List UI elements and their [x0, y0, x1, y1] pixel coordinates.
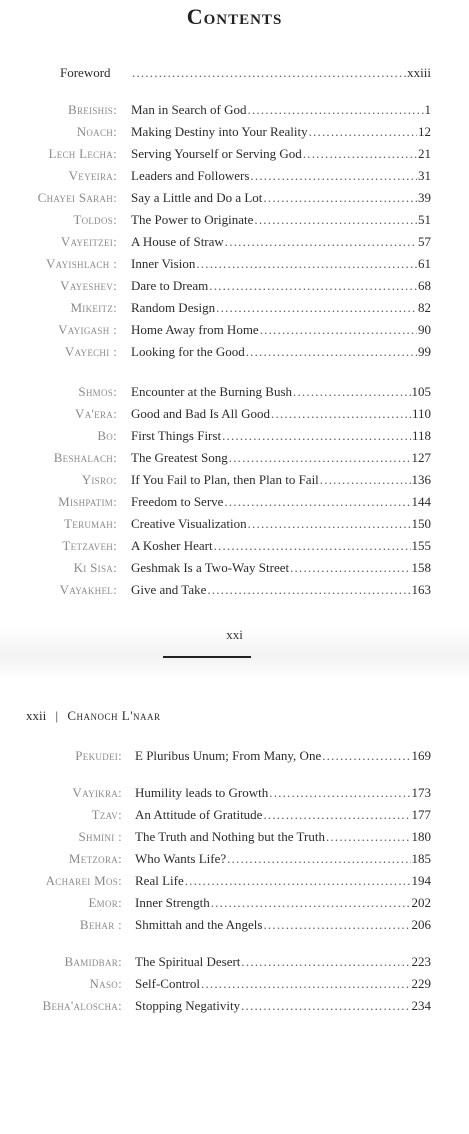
toc-entry[interactable] [0, 784, 469, 802]
toc-page-number: 158 [411, 560, 431, 575]
toc-section-name: Toldos: [73, 212, 117, 227]
toc-chapter-title: Geshmak Is a Two-Way Street [131, 560, 290, 575]
toc-entry[interactable] [0, 872, 469, 890]
toc-entry[interactable] [0, 189, 469, 207]
toc-section-name: Vayechi : [64, 344, 117, 359]
dot-leader [207, 581, 410, 599]
dot-leader [322, 747, 410, 765]
toc-page-number: 51 [418, 212, 431, 227]
toc-page-number: 223 [411, 954, 431, 969]
toc-entry[interactable] [0, 537, 469, 555]
dot-leader [248, 515, 411, 533]
toc-entry[interactable] [0, 581, 469, 599]
toc-entry[interactable] [0, 211, 469, 229]
toc-page-number: 169 [411, 748, 431, 763]
toc-chapter-title: The Spiritual Desert [135, 954, 241, 969]
toc-chapter-title: Who Wants Life? [135, 851, 227, 866]
foreword-leader [131, 64, 431, 82]
dot-leader [254, 211, 417, 229]
toc-page-number: 173 [411, 785, 431, 800]
toc-page-number: 105 [411, 384, 431, 399]
toc-chapter-title: Real Life [135, 873, 184, 888]
toc-entry[interactable] [0, 975, 469, 993]
toc-section-name: Noach: [76, 124, 117, 139]
page-title: Contents [186, 4, 283, 29]
toc-chapter-title: Making Destiny into Your Reality [131, 124, 308, 139]
toc-page-number: 110 [411, 406, 431, 421]
toc-page-number: 39 [418, 190, 431, 205]
toc-section-name: Lech Lecha: [48, 146, 117, 161]
toc-section-name: Mikeitz: [70, 300, 117, 315]
toc-section-name: Shmini : [78, 829, 122, 844]
toc-section-name: Vayigash : [58, 322, 117, 337]
dot-leader [211, 894, 411, 912]
toc-section-name: Beha'aloscha: [42, 998, 122, 1013]
dot-leader [271, 405, 411, 423]
dot-leader [263, 806, 410, 824]
toc-entry-line [135, 975, 431, 993]
toc-entry[interactable] [0, 997, 469, 1015]
toc-entry[interactable] [0, 953, 469, 971]
toc-entry-line [131, 383, 431, 401]
toc-section-name: Yisro: [81, 472, 117, 487]
toc-entry[interactable] [0, 321, 469, 339]
dot-leader [227, 850, 410, 868]
toc-entry-line [135, 806, 431, 824]
toc-chapter-title: E Pluribus Unum; From Many, One [135, 748, 322, 763]
toc-entry[interactable] [0, 828, 469, 846]
foreword-page: xxiii [407, 65, 431, 80]
toc-section-name: Ki Sisa: [73, 560, 117, 575]
toc-chapter-title: A Kosher Heart [131, 538, 213, 553]
toc-page-number: 155 [411, 538, 431, 553]
dot-leader [225, 233, 417, 251]
toc-page-number: 21 [418, 146, 431, 161]
toc-entry[interactable] [0, 167, 469, 185]
dot-leader [241, 997, 410, 1015]
toc-page-number: 229 [411, 976, 431, 991]
toc-entry[interactable] [0, 449, 469, 467]
dot-leader [132, 64, 406, 82]
foreword-entry[interactable] [0, 64, 469, 82]
toc-page-number: 1 [424, 102, 431, 117]
toc-entry-line [131, 493, 431, 511]
dot-leader [260, 321, 417, 339]
toc-page-number: 206 [411, 917, 431, 932]
toc-entry-line [131, 427, 431, 445]
toc-section-name: Mishpatim: [58, 494, 117, 509]
toc-section-name: Tetzaveh: [62, 538, 117, 553]
dot-leader [263, 916, 410, 934]
toc-chapter-title: Man in Search of God [131, 102, 247, 117]
toc-page-number: 82 [418, 300, 431, 315]
toc-entry-line [131, 343, 431, 361]
toc-section-name: Vayeitzei: [60, 234, 117, 249]
dot-leader [326, 828, 411, 846]
dot-leader [229, 449, 411, 467]
toc-entry-line [131, 167, 431, 185]
toc-chapter-title: Give and Take [131, 582, 207, 597]
dot-leader [263, 189, 417, 207]
toc-entry[interactable] [0, 123, 469, 141]
toc-chapter-title: Inner Strength [135, 895, 210, 910]
page-rule [163, 656, 251, 658]
toc-section-name: Vayakhel: [59, 582, 117, 597]
dot-leader [209, 277, 417, 295]
header-book-title: Chanoch L'naar [67, 708, 161, 723]
toc-entry-line [131, 405, 431, 423]
toc-entry-line [131, 255, 431, 273]
toc-page-number: 61 [418, 256, 431, 271]
toc-page-number: 163 [411, 582, 431, 597]
toc-page-number: 177 [411, 807, 431, 822]
toc-chapter-title: Inner Vision [131, 256, 196, 271]
toc-entry[interactable] [0, 101, 469, 119]
toc-page-number: 12 [418, 124, 431, 139]
dot-leader [248, 101, 424, 119]
toc-chapter-title: Self-Control [135, 976, 200, 991]
toc-page-number: 185 [411, 851, 431, 866]
toc-entry[interactable] [0, 559, 469, 577]
dot-leader [224, 493, 410, 511]
toc-section-name: Terumah: [64, 516, 117, 531]
toc-entry[interactable] [0, 343, 469, 361]
toc-section-name: Tzav: [91, 807, 122, 822]
toc-entry-line [131, 189, 431, 207]
toc-entry-line [135, 916, 431, 934]
toc-entry[interactable] [0, 145, 469, 163]
toc-section-name: Chayei Sarah: [37, 190, 117, 205]
dot-leader [269, 784, 410, 802]
toc-chapter-title: Home Away from Home [131, 322, 259, 337]
toc-entry-line [131, 537, 431, 555]
toc-section-name: Vayeshev: [60, 278, 117, 293]
toc-entry[interactable] [0, 493, 469, 511]
toc-entry-line [135, 894, 431, 912]
toc-chapter-title: First Things First [131, 428, 222, 443]
toc-chapter-title: Random Design [131, 300, 216, 315]
toc-section-name: Pekudei: [75, 748, 122, 763]
toc-chapter-title: Say a Little and Do a Lot [131, 190, 263, 205]
toc-chapter-title: Leaders and Followers [131, 168, 250, 183]
toc-chapter-title: Encounter at the Burning Bush [131, 384, 293, 399]
toc-page-number: 57 [418, 234, 431, 249]
dot-leader [303, 145, 417, 163]
toc-entry-line [131, 559, 431, 577]
toc-entry-line [131, 321, 431, 339]
toc-entry-line [135, 784, 431, 802]
toc-chapter-title: An Attitude of Gratitude [135, 807, 263, 822]
toc-chapter-title: Humility leads to Growth [135, 785, 269, 800]
toc-chapter-title: Looking for the Good [131, 344, 245, 359]
toc-chapter-title: The Truth and Nothing but the Truth [135, 829, 325, 844]
toc-page-number: 90 [418, 322, 431, 337]
toc-section-name: Behar : [79, 917, 122, 932]
toc-section-name: Vayishlach : [45, 256, 117, 271]
dot-leader [222, 427, 411, 445]
toc-entry-line [135, 828, 431, 846]
toc-chapter-title: Freedom to Serve [131, 494, 224, 509]
toc-chapter-title: A House of Straw [131, 234, 224, 249]
toc-section-name: Naso: [89, 976, 122, 991]
toc-chapter-title: Serving Yourself or Serving God [131, 146, 302, 161]
toc-page-number: 136 [411, 472, 431, 487]
toc-page-number: 118 [411, 428, 431, 443]
toc-chapter-title: The Power to Originate [131, 212, 254, 227]
toc-entry[interactable] [0, 515, 469, 533]
toc-entry[interactable] [0, 255, 469, 273]
toc-entry-line [131, 123, 431, 141]
toc-entry[interactable] [0, 299, 469, 317]
toc-page-number: 234 [411, 998, 431, 1013]
dot-leader [309, 123, 417, 141]
toc-entry-line [131, 471, 431, 489]
toc-page-number: 99 [418, 344, 431, 359]
toc-entry-line [131, 211, 431, 229]
toc-entry[interactable] [0, 277, 469, 295]
toc-entry-line [131, 233, 431, 251]
toc-entry-line [131, 145, 431, 163]
toc-section-name: Metzora: [68, 851, 122, 866]
dot-leader [216, 299, 417, 317]
toc-entry-line [135, 747, 431, 765]
toc-page-number: 202 [411, 895, 431, 910]
toc-entry-line [131, 277, 431, 295]
toc-entry[interactable] [0, 427, 469, 445]
toc-entry[interactable] [0, 894, 469, 912]
toc-page-number: 127 [411, 450, 431, 465]
dot-leader [196, 255, 417, 273]
running-header [26, 708, 161, 724]
toc-entry-line [135, 850, 431, 868]
toc-entry[interactable] [0, 405, 469, 423]
toc-chapter-title: Stopping Negativity [135, 998, 241, 1013]
dot-leader [214, 537, 411, 555]
toc-page-number: 180 [411, 829, 431, 844]
toc-entry-line [131, 101, 431, 119]
toc-chapter-title: Shmittah and the Angels [135, 917, 263, 932]
page-number: xxi [226, 627, 243, 642]
dot-leader [185, 872, 411, 890]
toc-chapter-title: If You Fail to Plan, then Plan to Fail [131, 472, 319, 487]
toc-section-name: Shmos: [78, 384, 117, 399]
foreword-label: Foreword [60, 65, 111, 80]
toc-page-number: 31 [418, 168, 431, 183]
dot-leader [290, 559, 410, 577]
toc-section-name: Acharei Mos: [45, 873, 122, 888]
toc-entry[interactable] [0, 383, 469, 401]
header-separator: | [55, 708, 59, 723]
toc-entry[interactable] [0, 747, 469, 765]
toc-chapter-title: Dare to Dream [131, 278, 209, 293]
toc-chapter-title: The Greatest Song [131, 450, 228, 465]
toc-entry-line [135, 872, 431, 890]
toc-entry-line [131, 581, 431, 599]
toc-chapter-title: Good and Bad Is All Good [131, 406, 271, 421]
toc-section-name: Va'era: [75, 406, 117, 421]
toc-entry[interactable] [0, 806, 469, 824]
toc-entry[interactable] [0, 471, 469, 489]
dot-leader [250, 167, 417, 185]
toc-entry-line [135, 953, 431, 971]
header-page-number: xxii [26, 708, 47, 723]
toc-entry-line [131, 515, 431, 533]
toc-entry[interactable] [0, 850, 469, 868]
toc-section-name: Bamidbar: [64, 954, 122, 969]
toc-page-number: 150 [411, 516, 431, 531]
toc-section-name: Beshalach: [53, 450, 117, 465]
toc-entry-line [131, 299, 431, 317]
toc-section-name: Bo: [97, 428, 117, 443]
toc-entry-line [131, 449, 431, 467]
toc-entry[interactable] [0, 916, 469, 934]
toc-chapter-title: Creative Visualization [131, 516, 247, 531]
dot-leader [241, 953, 410, 971]
toc-section-name: Vayikra: [72, 785, 122, 800]
toc-section-name: Breishis: [68, 102, 117, 117]
dot-leader [246, 343, 417, 361]
toc-page-number: 144 [411, 494, 431, 509]
toc-section-name: Veyeira: [68, 168, 117, 183]
toc-page-number: 68 [418, 278, 431, 293]
toc-page-number: 194 [411, 873, 431, 888]
toc-section-name: Emor: [88, 895, 122, 910]
toc-entry[interactable] [0, 233, 469, 251]
dot-leader [320, 471, 411, 489]
dot-leader [201, 975, 411, 993]
dot-leader [293, 383, 410, 401]
toc-entry-line [135, 997, 431, 1015]
